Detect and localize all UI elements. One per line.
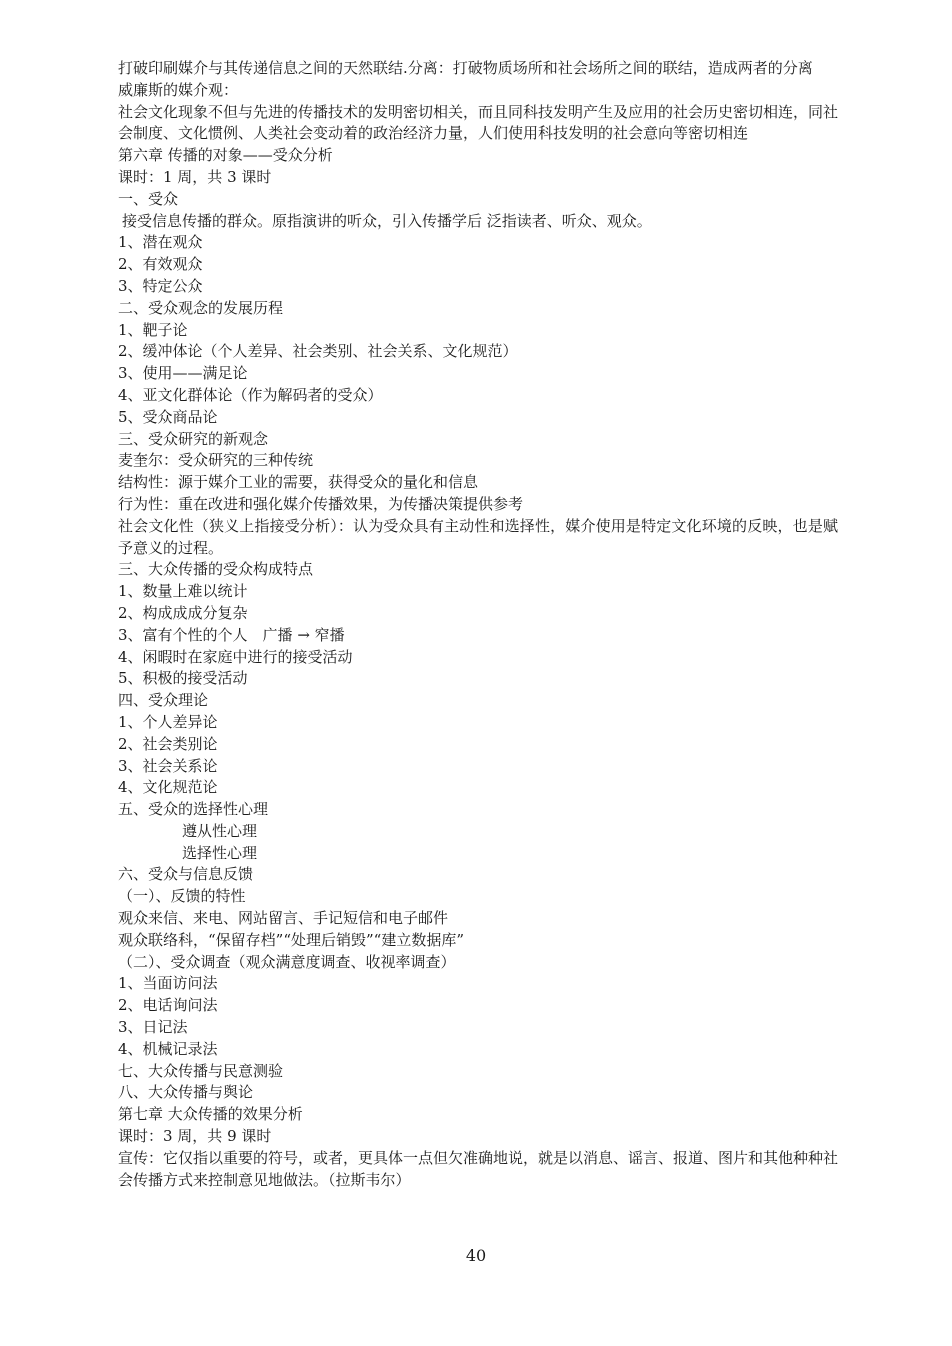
text-line: 五、受众的选择性心理: [118, 800, 269, 819]
text-line: 4、文化规范论: [118, 778, 218, 797]
text-line: 二、受众观念的发展历程: [118, 298, 284, 317]
text-line: （一）、反馈的特性: [118, 887, 246, 906]
text-line: 四、受众理论: [118, 691, 209, 710]
text-line: 1、个人差异论: [118, 712, 218, 731]
text-paragraph: 宣传：它仅指以重要的符号，或者，更具体一点但欠准确地说，就是以消息、谣言、报道、图片和其他种种社会传播方式来控制意见地做法。（拉斯韦尔）: [118, 1148, 839, 1189]
text-line: 选择性心理: [182, 843, 258, 862]
text-line: 课时：1 周，共 3 课时: [118, 167, 272, 186]
text-line: 第七章 大众传播的效果分析: [118, 1105, 303, 1124]
text-line: 1、当面访问法: [118, 974, 218, 993]
text-line: 1、靶子论: [118, 320, 188, 339]
text-line: 4、亚文化群体论（作为解码者的受众）: [118, 385, 383, 404]
text-line: 3、日记法: [118, 1018, 188, 1037]
text-line: 2、社会类别论: [118, 734, 218, 753]
text-line: 课时：3 周，共 9 课时: [118, 1127, 272, 1146]
text-line: 5、受众商品论: [118, 407, 218, 426]
text-line: 2、缓冲体论（个人差异、社会类别、社会关系、文化规范）: [118, 342, 518, 361]
text-paragraph: 社会文化现象不但与先进的传播技术的发明密切相关，而且同科技发明产生及应用的社会历史密切相连，同社会制度、文化惯例、人类社会变动着的政治经济力量，人们使用科技发明的社会意向等密切相连: [118, 102, 839, 143]
text-line: 八、大众传播与舆论: [118, 1083, 254, 1102]
text-line: 2、构成成成分复杂: [118, 603, 248, 622]
text-line: 1、数量上难以统计: [118, 582, 248, 601]
text-line: 3、社会关系论: [118, 756, 218, 775]
text-line: 4、机械记录法: [118, 1039, 218, 1058]
text-line: 六、受众与信息反馈: [118, 865, 254, 884]
text-line: 4、闲暇时在家庭中进行的接受活动: [118, 647, 353, 666]
text-line: 观众来信、来电、网站留言、手记短信和电子邮件: [118, 909, 449, 928]
text-line: 行为性：重在改进和强化媒介传播效果，为传播决策提供参考: [118, 494, 524, 513]
text-line: （二）、受众调查（观众满意度调查、收视率调查）: [118, 952, 456, 971]
page-number: 40: [465, 1246, 487, 1265]
text-line: 麦奎尔：受众研究的三种传统: [118, 451, 314, 470]
text-line: 观众联络科，“保留存档”“处理后销毁”“建立数据库”: [118, 930, 465, 949]
text-line: 3、富有个性的个人 广播 → 窄播: [118, 625, 345, 644]
text-paragraph: 社会文化性（狭义上指接受分析）：认为受众具有主动性和选择性，媒介使用是特定文化环境的反映，也是赋予意义的过程。: [118, 516, 838, 557]
text-line: 结构性：源于媒介工业的需要，获得受众的量化和信息: [118, 473, 479, 492]
document-body: [118, 58, 838, 1191]
text-line: 七、大众传播与民意测验: [118, 1061, 284, 1080]
text-line: 3、特定公众: [118, 276, 203, 295]
text-line: 遵从性心理: [182, 821, 258, 840]
text-line: 第六章 传播的对象——受众分析: [118, 146, 333, 165]
text-line: 一、受众: [118, 189, 179, 208]
text-line: 2、有效观众: [118, 255, 203, 274]
text-line: 三、大众传播的受众构成特点: [118, 560, 314, 579]
text-line: 1、潜在观众: [118, 233, 203, 252]
text-line: 威廉斯的媒介观：: [118, 80, 239, 99]
text-paragraph: 打破印刷媒介与其传递信息之间的天然联结.分离：打破物质场所和社会场所之间的联结，造成两者的分离: [118, 59, 813, 77]
text-line: 3、使用——满足论: [118, 364, 248, 383]
text-line: 接受信息传播的群众。原指演讲的听众，引入传播学后 泛指读者、听众、观众。: [122, 211, 652, 230]
text-line: 2、电话询问法: [118, 996, 218, 1015]
text-line: 5、积极的接受活动: [118, 669, 248, 688]
text-line: 三、受众研究的新观念: [118, 429, 269, 448]
